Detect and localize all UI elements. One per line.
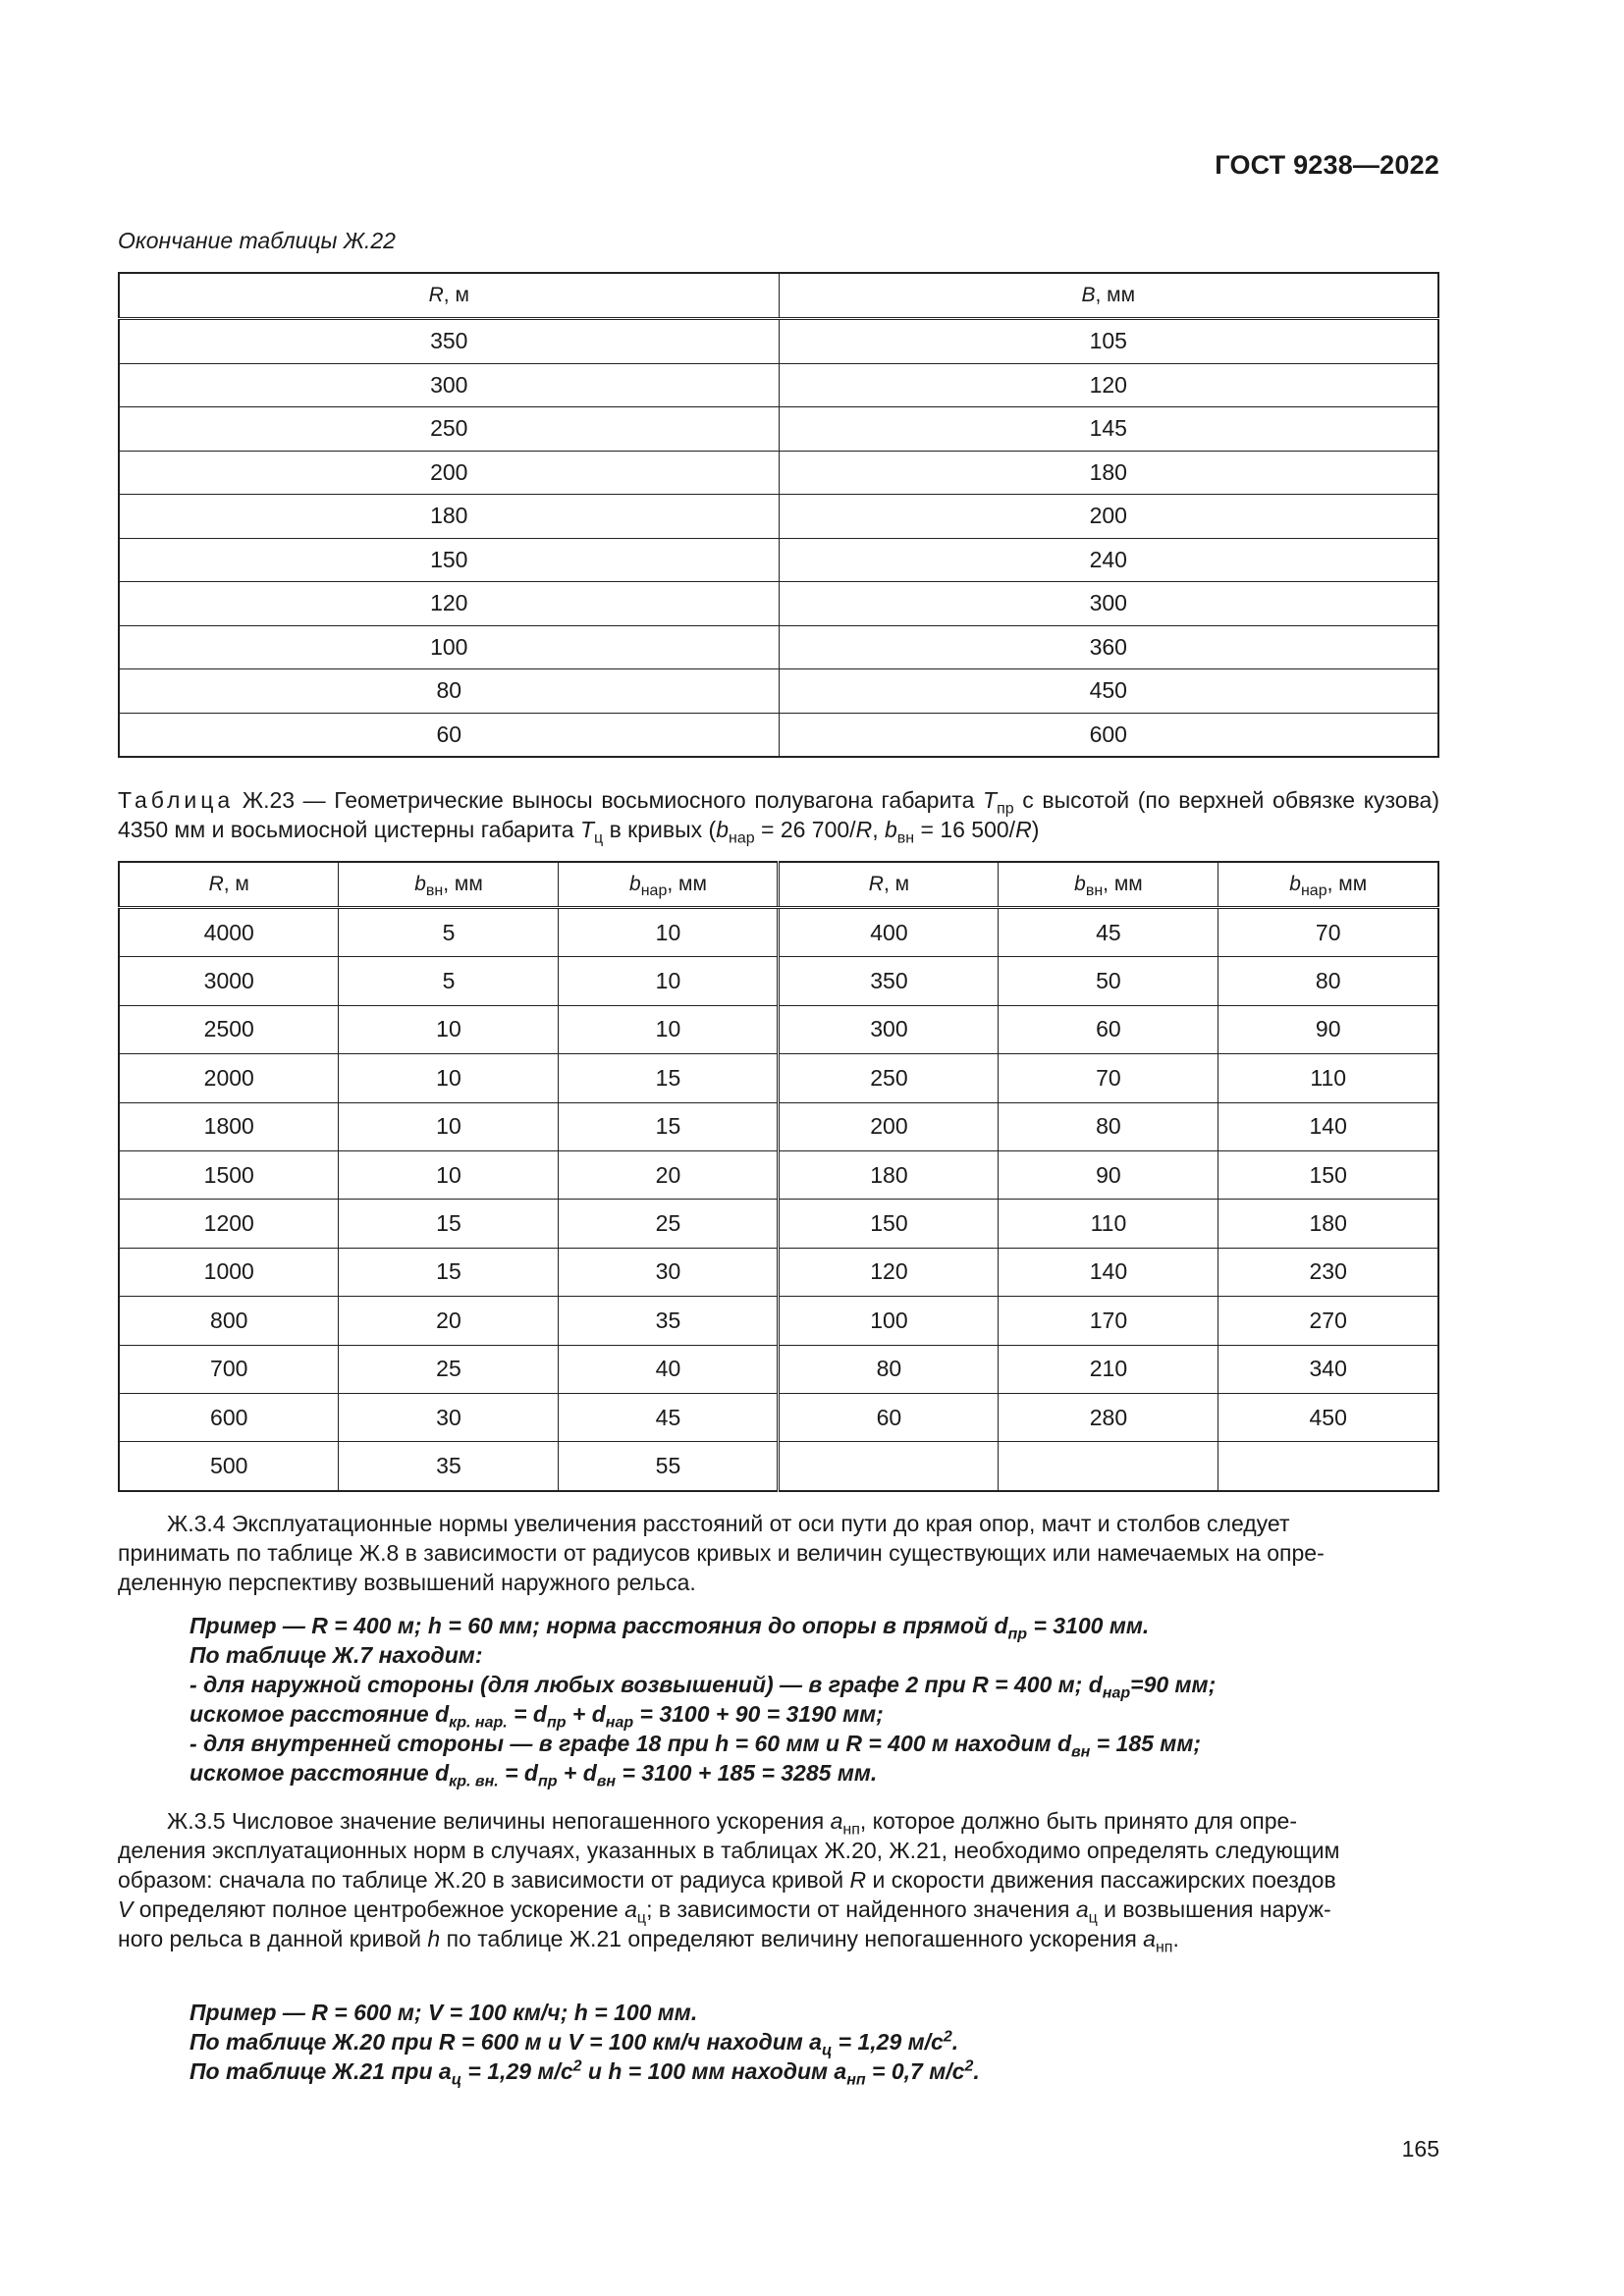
table-cell: 100: [779, 1297, 999, 1345]
table-cell: 800: [119, 1297, 339, 1345]
table-row: [119, 957, 1438, 1005]
table-cell: 180: [1218, 1200, 1438, 1248]
table-row: [119, 363, 1438, 407]
column-header-r-left: R, м: [119, 862, 339, 908]
table-row: [119, 1102, 1438, 1150]
table-cell: 350: [779, 957, 999, 1005]
table-row: [119, 908, 1438, 957]
table-zh23-title: Таблица Ж.23 — Геометрические выносы восьмиосного полувагона габарита $Т_{пр}$ с высотой (по верхней обвязке кузова) 4350 мм и восьмиосной цистерны габарита $Т_ц$ в кривых ($b_{нар} = 26$ 700/R, $b_{вн} = 16$ 500/R): [118, 787, 1440, 847]
table-row: [119, 1442, 1438, 1491]
table-cell: 250: [119, 407, 779, 452]
table-continuation-caption: Окончание таблицы Ж.22: [118, 228, 396, 253]
table-row: [119, 1297, 1438, 1345]
table-cell: 35: [559, 1297, 779, 1345]
table-cell: 280: [999, 1393, 1218, 1441]
table-cell: 70: [1218, 908, 1438, 957]
table-cell: 300: [119, 363, 779, 407]
table-cell: 45: [559, 1393, 779, 1441]
table-cell: 80: [999, 1102, 1218, 1150]
document-id-header: ГОСТ 9238—2022: [1215, 150, 1439, 180]
table-row: [119, 669, 1438, 714]
table-cell: 90: [1218, 1005, 1438, 1053]
table-cell: 450: [1218, 1393, 1438, 1441]
table-cell: 145: [779, 407, 1438, 452]
table-cell: 15: [559, 1054, 779, 1102]
table-row: [119, 582, 1438, 626]
table-cell: 15: [339, 1200, 559, 1248]
table-row: [119, 407, 1438, 452]
table-cell: 15: [339, 1248, 559, 1296]
table-cell: 20: [339, 1297, 559, 1345]
table-row: [119, 538, 1438, 582]
table-cell: 55: [559, 1442, 779, 1491]
table-cell: 110: [999, 1200, 1218, 1248]
table-cell: 45: [999, 908, 1218, 957]
table-row: [119, 1345, 1438, 1393]
paragraph-zh-3-5: Ж.3.5 Числовое значение величины непогашенного ускорения $а_{нп}$, которое должно быть принято для опре- деления эксплуатационных норм в случаях, указанных в таблицах Ж.20, Ж.21, необходимо определять следующим образом: сначала по таблице Ж.20 в зависимости от радиуса кривой R и скорости движения пассажирских поездов V определяют полное центробежное ускорение $а_ц$; в зависимости от найденного значения $а_ц$ и возвышения наруж- ного рельса в данной кривой h по таблице Ж.21 определяют величину непогашенного ускорения $а_{нп}$.: [118, 1808, 1340, 1956]
table-cell: 30: [559, 1248, 779, 1296]
table-cell: 150: [119, 538, 779, 582]
table-cell: 120: [779, 1248, 999, 1296]
table-cell: 4000: [203, 919, 254, 945]
table-cell: 180: [779, 1150, 999, 1199]
table-cell: 120: [119, 582, 779, 626]
table-cell: 20: [559, 1150, 779, 1199]
table-cell: 60: [119, 713, 779, 757]
table-cell: 120: [779, 363, 1438, 407]
table-cell: 30: [339, 1393, 559, 1441]
table-cell: 170: [999, 1297, 1218, 1345]
table-cell: 340: [1218, 1345, 1438, 1393]
table-cell: 180: [119, 495, 779, 539]
table-row: [119, 625, 1438, 669]
table-cell: 600: [119, 1393, 339, 1441]
table-cell: 80: [1218, 957, 1438, 1005]
column-header-bnar-left: $b_{нар}$, мм: [559, 862, 779, 908]
table-cell: 2500: [119, 1005, 339, 1053]
column-header-bvn-right: $b_{вн}$, мм: [999, 862, 1218, 908]
table-zh22: [118, 272, 1439, 758]
table-row: [119, 451, 1438, 495]
table-cell: 10: [339, 1054, 559, 1102]
column-header-bnar-right: $b_{нар}$, мм: [1218, 862, 1438, 908]
table-cell: 90: [999, 1150, 1218, 1199]
table-cell: 5: [339, 957, 559, 1005]
table-row: [119, 1393, 1438, 1441]
table-zh23: [118, 861, 1439, 1492]
table-cell: [999, 1442, 1218, 1491]
table-cell: 10: [559, 1005, 779, 1053]
table-cell: 35: [339, 1442, 559, 1491]
table-cell: 40: [559, 1345, 779, 1393]
table-cell: 240: [779, 538, 1438, 582]
table-cell: 600: [779, 713, 1438, 757]
table-cell: 10: [339, 1150, 559, 1199]
table-cell: 105: [779, 319, 1438, 364]
table-cell: 150: [1218, 1150, 1438, 1199]
table-cell: 60: [779, 1393, 999, 1441]
table-cell: 70: [999, 1054, 1218, 1102]
table-cell: 140: [1218, 1102, 1438, 1150]
table-cell: 180: [779, 451, 1438, 495]
table-cell: 25: [339, 1345, 559, 1393]
table-cell: 10: [339, 1005, 559, 1053]
table-cell: 300: [779, 1005, 999, 1053]
table-cell: 10: [559, 908, 779, 957]
table-cell: 200: [779, 495, 1438, 539]
table-cell: 80: [779, 1345, 999, 1393]
table-cell: 2000: [119, 1054, 339, 1102]
example-block-1: Пример — R = 400 м; h = 60 мм; норма расстояния до опоры в прямой $d_{пр} = 3100$ мм. По таблице Ж.7 находим: - для наружной стороны (для любых возвышений) — в графе 2 при R = 400 м; $d_{нар}=90$ мм; искомое расстояние $d_{кр. нар.} = d_{пр} + d_{нар} = 3100 + 90 = 3190$ мм; - для внутренней стороны — в графе 18 при h = 60 мм и R = 400 м находим $d_{вн} = 185$ мм; искомое расстояние $d_{кр. вн.} = d_{пр} + d_{вн} = 3100 + 185 = 3285$ мм.: [189, 1613, 1217, 1790]
table-cell: 10: [559, 957, 779, 1005]
table-cell: 500: [119, 1442, 339, 1491]
table-cell: 50: [999, 957, 1218, 1005]
table-cell: 1800: [119, 1102, 339, 1150]
table-row: [119, 1054, 1438, 1102]
table-cell: 270: [1218, 1297, 1438, 1345]
table-cell: 80: [119, 669, 779, 714]
table-cell: 15: [559, 1102, 779, 1150]
page-number: 165: [1401, 2136, 1439, 2162]
table-cell: 450: [779, 669, 1438, 714]
table-cell: 300: [779, 582, 1438, 626]
table-cell: 230: [1218, 1248, 1438, 1296]
table-row: [119, 1005, 1438, 1053]
table-row: [119, 1200, 1438, 1248]
table-cell: 140: [999, 1248, 1218, 1296]
table-row: [119, 1150, 1438, 1199]
table-cell: 60: [999, 1005, 1218, 1053]
table-cell: 100: [119, 625, 779, 669]
table-cell: 200: [119, 451, 779, 495]
table-cell: 200: [779, 1102, 999, 1150]
table-cell: 400: [779, 908, 999, 957]
table-row: [119, 319, 1438, 364]
table-cell: [1218, 1442, 1438, 1491]
table-cell: 10: [339, 1102, 559, 1150]
table-cell: 110: [1218, 1054, 1438, 1102]
table-cell: 350: [119, 319, 779, 364]
table-row: [119, 1248, 1438, 1296]
column-header-r-right: R, м: [779, 862, 999, 908]
table-cell: 1200: [119, 1200, 339, 1248]
table-cell: 700: [119, 1345, 339, 1393]
paragraph-zh-3-4: Ж.3.4 Эксплуатационные нормы увеличения расстояний от оси пути до края опор, мачт и столбов следует принимать по таблице Ж.8 в зависимости от радиусов кривых и величин существующих или намечаемых на опре- деленную перспективу возвышений наружного рельса.: [118, 1511, 1325, 1595]
table-cell: 250: [779, 1054, 999, 1102]
column-header-bvn-left: $b_{вн}$, мм: [339, 862, 559, 908]
table-row: [119, 495, 1438, 539]
table-cell: 5: [339, 908, 559, 957]
table-cell: 3000: [119, 957, 339, 1005]
column-header-b: B, мм: [779, 273, 1438, 319]
table-cell: 210: [999, 1345, 1218, 1393]
table-cell: 1000: [119, 1248, 339, 1296]
table-row: [119, 713, 1438, 757]
column-header-r: R, м: [119, 273, 779, 319]
table-cell: 150: [779, 1200, 999, 1248]
example-block-2: Пример — R = 600 м; V = 100 км/ч; h = 100 мм. По таблице Ж.20 при R = 600 м и V = 100 км/ч находим $a_ц = 1,29$ $м/с^2$. По таблице Ж.21 при $a_ц = 1,29$ $м/с^2$ и h = 100 мм находим $a_{нп} = 0,7$ $м/с^2$.: [189, 2000, 980, 2089]
table-cell: [779, 1442, 999, 1491]
table-cell: 360: [779, 625, 1438, 669]
table-cell: 1500: [119, 1150, 339, 1199]
table-cell: 25: [559, 1200, 779, 1248]
